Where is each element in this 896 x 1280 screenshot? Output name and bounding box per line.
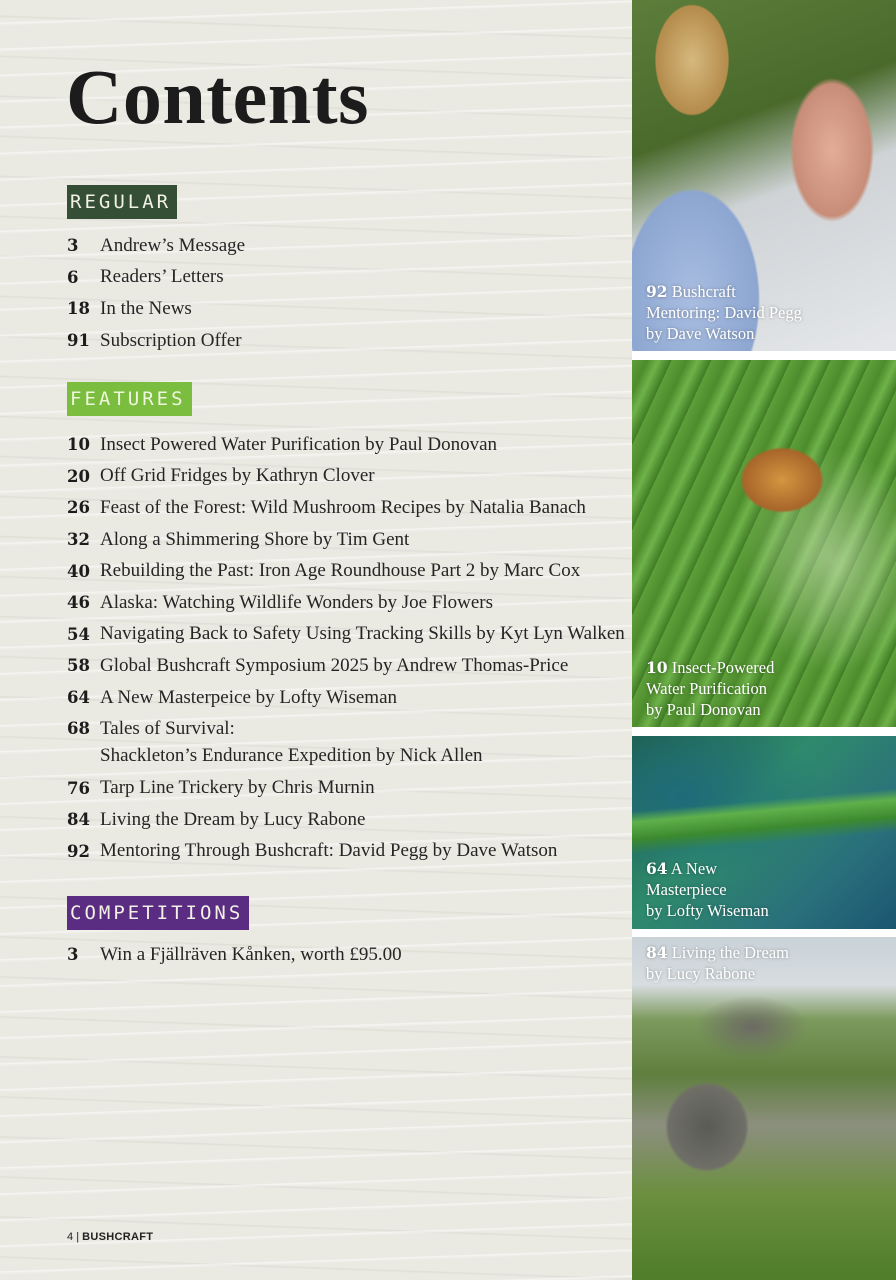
photo-green-snake[interactable] [632,736,896,929]
page-number: 40 [67,561,90,581]
photo-caption [646,942,789,984]
list-item[interactable] [67,650,625,682]
list-item[interactable] [67,836,625,868]
item-title: Readers’ Letters [100,266,224,288]
item-title: Insect Powered Water Purification by Paul Donovan [100,433,498,455]
page-number: 46 [67,593,90,613]
section-tag-features: FEATURES [67,382,192,416]
caption-line: Bushcraft [671,282,736,301]
list-item[interactable] [67,325,245,357]
list-item[interactable] [67,619,625,651]
item-title: Tarp Line Trickery by Chris Murnin [100,777,375,799]
list-item[interactable] [67,939,402,971]
features-list [67,429,625,867]
caption-page: 10 [646,658,668,677]
page-footer [67,1231,153,1243]
page-number: 68 [67,719,90,739]
item-title: Alaska: Watching Wildlife Wonders by Joe Flowers [100,591,494,613]
list-item[interactable] [67,230,245,262]
page-number: 3 [67,236,79,256]
footer-brand: BUSHCRAFT [82,1231,154,1243]
photo-dragonfly[interactable] [632,360,896,727]
page-number: 58 [67,656,90,676]
caption-line: by Lofty Wiseman [646,901,769,920]
photo-column [632,0,896,1280]
caption-line: Masterpiece [646,880,727,899]
caption-line: by Dave Watson [646,324,755,343]
list-item[interactable] [67,555,625,587]
list-item[interactable] [67,804,625,836]
section-tag-competitions: COMPETITIONS [67,896,249,930]
item-title: Along a Shimmering Shore by Tim Gent [100,528,410,550]
page-title: Contents [66,53,370,140]
page-number: 6 [67,267,79,287]
section-tag-regular: REGULAR [67,185,177,219]
competitions-list [67,939,402,971]
list-item[interactable] [67,524,625,556]
photo-caption [646,657,774,720]
page-number: 84 [67,810,90,830]
caption-page: 64 [646,859,668,878]
page-number: 92 [67,841,90,861]
footer-separator: | [76,1231,80,1243]
item-title-line-2: Shackleton’s Endurance Expedition by Nick Allen [100,745,483,767]
list-item[interactable] [67,429,625,461]
page-number: 3 [67,945,79,965]
item-title: A New Masterpeice by Lofty Wiseman [100,686,397,708]
item-title: Feast of the Forest: Wild Mushroom Recipes by Natalia Banach [100,496,586,518]
list-item[interactable] [67,293,245,325]
item-title: Off Grid Fridges by Kathryn Clover [100,465,375,487]
regular-list [67,230,245,356]
item-title: Navigating Back to Safety Using Tracking Skills by Kyt Lyn Walken [100,623,625,645]
list-item[interactable] [67,713,625,772]
page-number: 64 [67,688,90,708]
caption-line: Insect-Powered [671,658,775,677]
page-number: 32 [67,530,90,550]
list-item[interactable] [67,772,625,804]
page-number: 91 [67,331,90,351]
caption-page: 84 [646,943,668,962]
item-title: Win a Fjällräven Kånken, worth £95.00 [100,943,402,965]
page-number: 20 [67,466,90,486]
caption-line: Living the Dream [671,943,789,962]
item-title: Mentoring Through Bushcraft: David Pegg by Dave Watson [100,840,558,862]
photo-mentoring[interactable] [632,0,896,351]
item-title: Living the Dream by Lucy Rabone [100,808,366,830]
list-item[interactable] [67,461,625,493]
caption-line: A New [670,859,718,878]
item-title [100,715,483,769]
caption-line: Water Purification [646,679,768,698]
page-number: 26 [67,498,90,518]
caption-line: by Lucy Rabone [646,964,756,983]
list-item[interactable] [67,262,245,294]
page-number: 54 [67,624,90,644]
photo-caption [646,281,802,344]
item-title: Subscription Offer [100,329,242,351]
caption-line: Mentoring: David Pegg [646,303,802,322]
list-item[interactable] [67,492,625,524]
footer-page-number: 4 [67,1231,74,1243]
photo-caption [646,858,769,921]
page-number: 76 [67,778,90,798]
page-number: 10 [67,435,90,455]
list-item[interactable] [67,587,625,619]
item-title: Andrew’s Message [100,234,246,256]
item-title-line-1: Tales of Survival: [100,718,235,740]
item-title: In the News [100,297,192,319]
photo-tractor[interactable] [632,937,896,1280]
list-item[interactable] [67,682,625,714]
page-number: 18 [67,299,90,319]
item-title: Global Bushcraft Symposium 2025 by Andrew Thomas-Price [100,654,569,676]
item-title: Rebuilding the Past: Iron Age Roundhouse Part 2 by Marc Cox [100,560,581,582]
caption-page: 92 [646,282,668,301]
caption-line: by Paul Donovan [646,700,761,719]
